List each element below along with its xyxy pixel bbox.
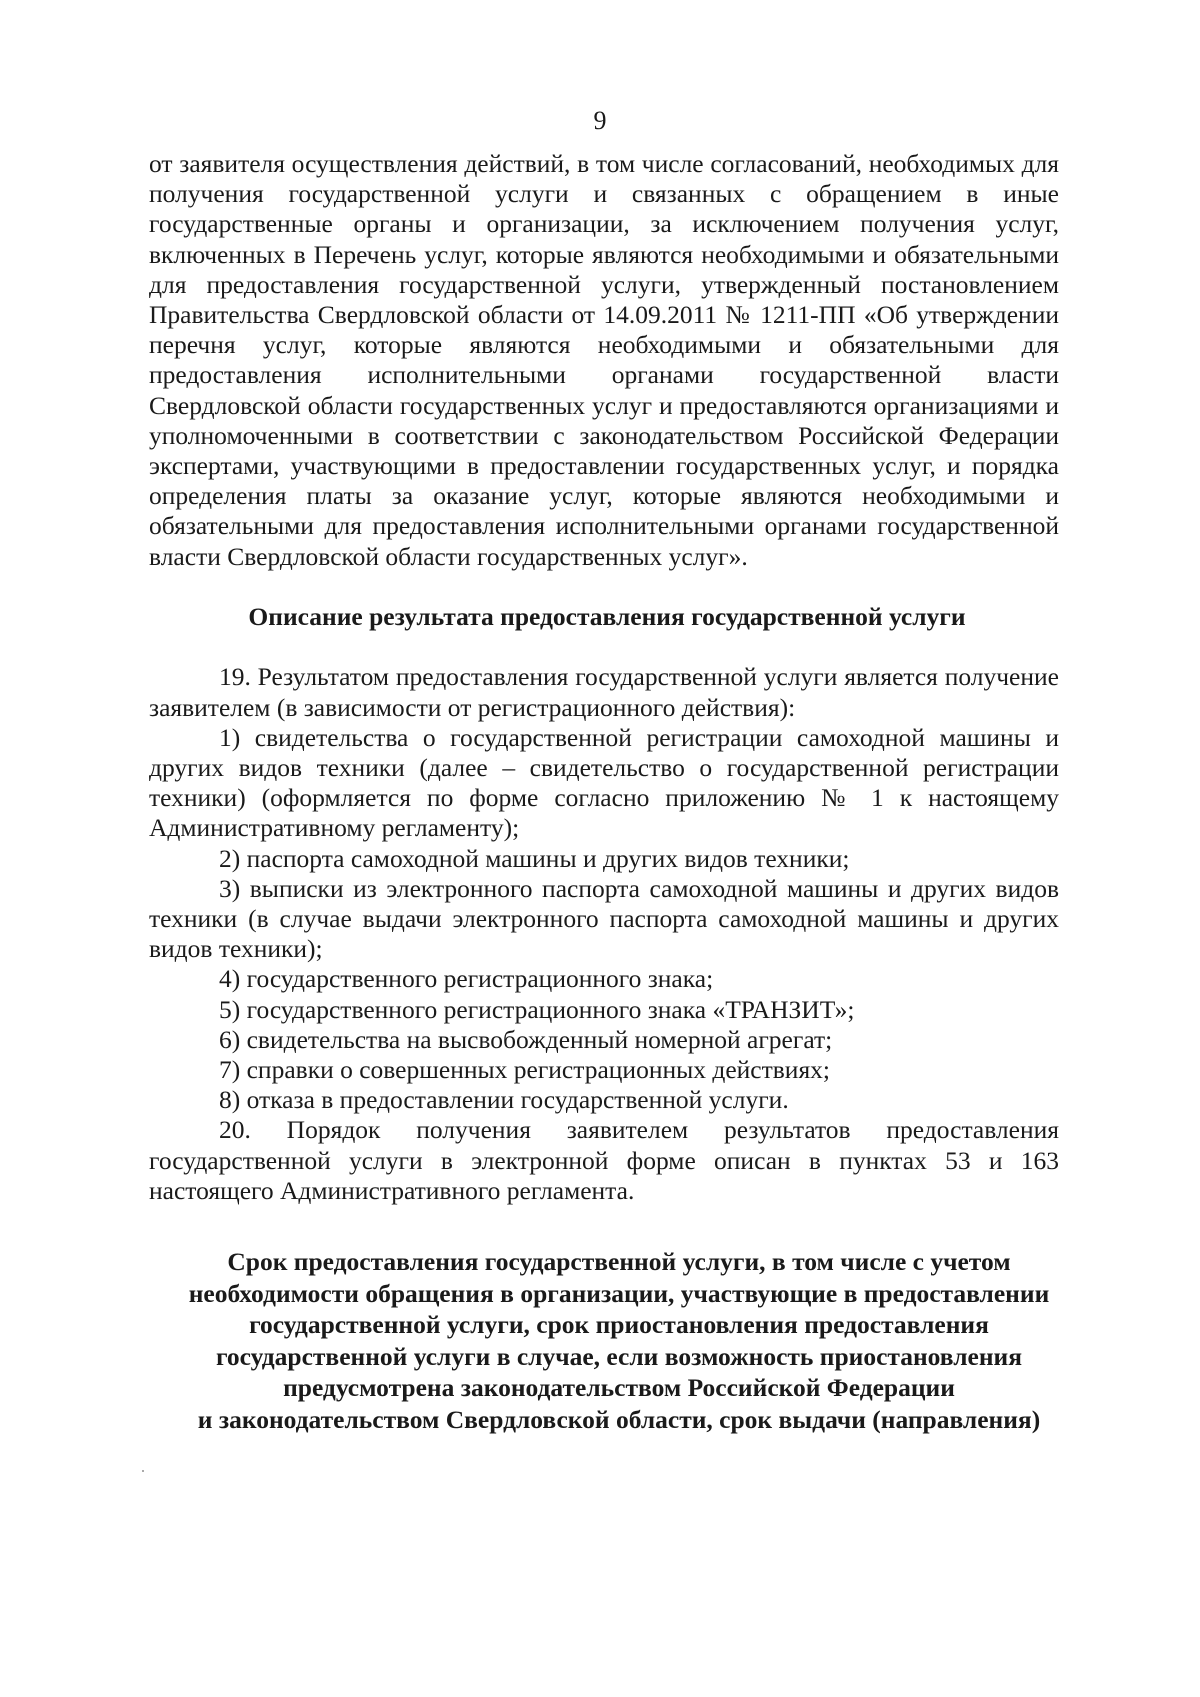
list-item-1: 1) свидетельства о государственной регистрации самоходной машины и других видов техники (далее – свидетельство о государственной регистрации техники) (оформляется по форме согласно приложению № 1 к настоящему Административному регламенту); bbox=[149, 722, 1059, 843]
section-heading-term-line: государственной услуги в случае, если возможность приостановления bbox=[215, 1341, 1023, 1371]
section-heading-term-line: государственной услуги, срок приостановления предоставления bbox=[249, 1310, 989, 1339]
paragraph-19: 19. Результатом предоставления государственной услуги является получение заявителем (в зависимости от регистрационного действия): bbox=[149, 662, 1059, 722]
list-item-4: 4) государственного регистрационного знака; bbox=[219, 964, 714, 994]
list-item-5: 5) государственного регистрационного знака «ТРАНЗИТ»; bbox=[219, 994, 855, 1024]
section-heading-term bbox=[149, 1246, 1059, 1435]
list-item-3: 3) выписки из электронного паспорта самоходной машины и других видов техники (в случае выдачи электронного паспорта самоходной машины и других видов техники); bbox=[149, 873, 1059, 964]
section-heading-term-line: предусмотрена законодательством Российской Федерации bbox=[283, 1373, 955, 1402]
section-heading-result: Описание результата предоставления государственной услуги bbox=[248, 601, 966, 631]
list-item-6: 6) свидетельства на высвобожденный номерной агрегат; bbox=[219, 1024, 833, 1054]
list-item-7: 7) справки о совершенных регистрационных действиях; bbox=[219, 1054, 831, 1084]
paragraph-20: 20. Порядок получения заявителем результатов предоставления государственной услуги в электронной форме описан в пунктах 53 и 163 настоящего Административного регламента. bbox=[149, 1115, 1059, 1205]
paragraph-intro-continuation: от заявителя осуществления действий, в том числе согласований, необходимых для получения государственной услуги и связанных с обращением в иные государственные органы и организации, за исключением получения услуг, включенных в Перечень услуг, которые являются необходимыми и обязательными для предоставления государственной услуги, утвержденный постановлением Правительства Свердловской области от 14.09.2011 № 1211-ПП «Об утверждении перечня услуг, которые являются необходимыми и обязательными для предоставления исполнительными органами государственной власти Свердловской области государственных услуг и предоставляются организациями и уполномоченными в соответствии с законодательством Российской Федерации экспертами, участвующими в предоставлении государственных услуг, и порядка определения платы за оказание услуг, которые являются необходимыми и обязательными для предоставления исполнительными органами государственной власти Свердловской области государственных услуг». bbox=[149, 149, 1059, 571]
scan-speck bbox=[142, 1470, 144, 1472]
list-item-2: 2) паспорта самоходной машины и других видов техники; bbox=[219, 843, 850, 873]
section-heading-term-line: и законодательством Свердловской области, срок выдачи (направления) bbox=[197, 1404, 1041, 1434]
document-body bbox=[149, 149, 1059, 1435]
section-heading-term-line: необходимости обращения в организации, участвующие в предоставлении bbox=[188, 1278, 1050, 1308]
section-heading-term-line: Срок предоставления государственной услуги, в том числе с учетом bbox=[227, 1247, 1011, 1276]
list-item-8: 8) отказа в предоставлении государственной услуги. bbox=[219, 1085, 789, 1115]
page-number: 9 bbox=[593, 106, 607, 135]
